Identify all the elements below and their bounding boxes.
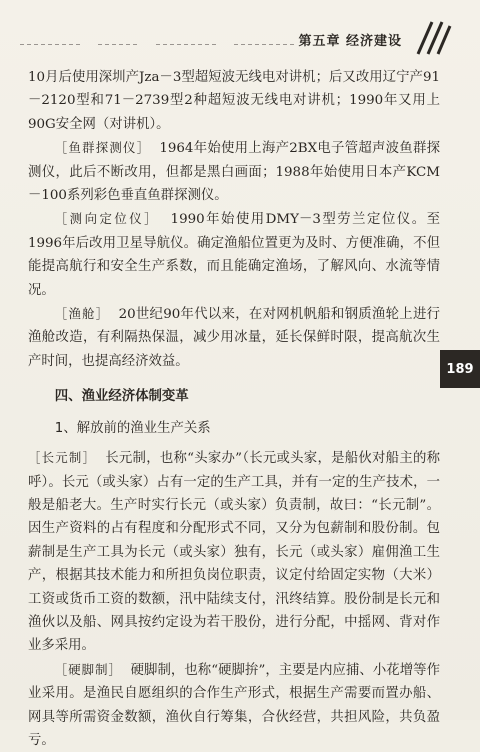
header-rule [98,44,138,45]
paragraph-text: 长元制，也称“头家办”（长元或头家，是船伙对船主的称呼）。长元（或头家）占有一定的生产工具，并有一定的生产技术，一般是船老大。生产时实行长元（或头家）负责制，故曰：“长元制”。因生产资料的占有程度和分配形式不同，又分为包薪制和股份制。包薪制是生产工具为长元（或头家）独有，长元（或头家）雇佣渔工生产，根据其技术能力和所担负岗位职责，议定付给固定实物（大米）工资或货币工资的数额，汛中陆续支付，汛终结算。股份制是长元和渔伙以及船、网具按约定设为若干股份，进行分配，中摇网、背对作业多采用。 [28,451,441,654]
paragraph [28,658,440,752]
entry-term: ［测向定位仪］ [54,211,160,227]
header-rule [20,44,80,45]
entry-term: ［鱼群探测仪］ [54,140,151,156]
paragraph [28,302,440,373]
body-text [28,66,440,752]
paragraph-text: 10月后使用深圳产Jza－3型超短波无线电对讲机；后又改用辽宁产91－2120型和71－2739型2种超短波无线电对讲机；1990年又用上90G安全网（对讲机）。 [28,70,440,132]
section-heading: 四、渔业经济体制变革 [54,389,189,405]
paragraph-text: 硬脚制，也称“硬脚拚”，主要是内应捕、小花增等作业采用。是渔民自愿组织的合作生产形式，根据生产需要而置办船、网具等所需资金数额，渔伙自行筹集，合伙经营，共担风险，共负盈亏。 [28,662,440,748]
paragraph [28,207,440,302]
paragraph [28,66,440,136]
paragraph-text: 20世纪90年代以来，在对网机帆船和钢质渔轮上进行渔舱改造，有利隔热保温，减少用冰量，延长保鲜时限，提高航次生产时间，也提高经济效益。 [28,307,441,369]
paragraph [28,446,440,658]
header-rule [156,44,216,45]
header-slashes-icon [410,20,450,56]
header-rule [234,44,294,45]
entry-term: ［渔舱］ [54,306,110,322]
running-header [20,28,450,52]
subsection-heading: 1、解放前的渔业生产关系 [54,420,211,436]
entry-term: ［硬脚制］ [54,661,122,677]
entry-term: ［长元制］ [28,450,97,466]
paragraph-text: 1990年始使用DMY－3型劳兰定位仪。至1996年后改用卫星导航仪。确定渔船位置更为及时、方便准确，不但能提高航行和安全生产系数，而且能确定渔场，了解风向、水流等情况。 [28,212,440,298]
chapter-title: 第五章 经济建设 [298,34,402,49]
paragraph [28,136,440,207]
paragraph-text: 1964年始使用上海产2BX电子管超声波鱼群探测仪，此后不断改用，但都是黑白画面；1988年始使用日本产KCM－100系列彩色垂直鱼群探测仪。 [28,141,440,204]
page-number-tab [440,350,480,388]
page-number: 189 [446,361,474,377]
